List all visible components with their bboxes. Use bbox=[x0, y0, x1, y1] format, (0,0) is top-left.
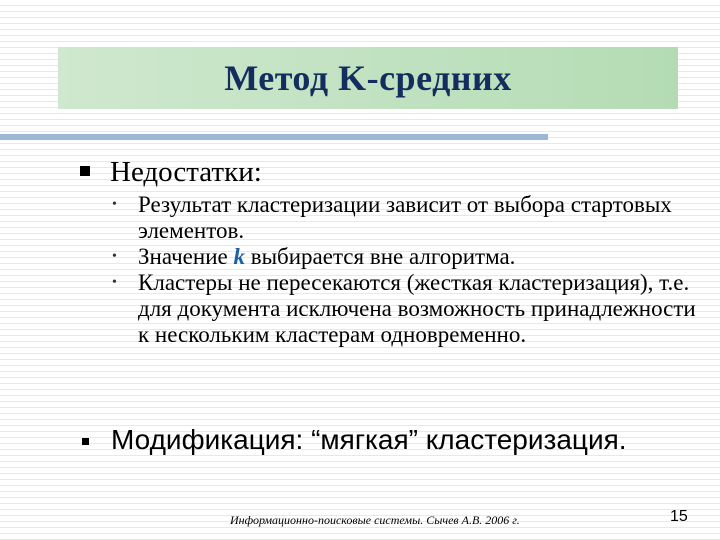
square-bullet-icon bbox=[80, 166, 90, 176]
bullet-text bbox=[138, 244, 702, 270]
list-item bbox=[112, 192, 702, 244]
bullet-text: Результат кластеризации зависит от выбора стартовых элементов. bbox=[138, 192, 672, 243]
dot-bullet-icon: • bbox=[112, 197, 117, 212]
modification-text: Модификация: “мягкая” кластеризация. bbox=[111, 424, 627, 455]
bullet-text: Кластеры не пересекаются (жесткая кластеризация), т.е. для документа исключена возможность принадлежности к нескольким кластерам одновременно. bbox=[138, 270, 696, 347]
bullet-text-after: выбирается вне алгоритма. bbox=[244, 244, 516, 269]
bullet-text-before: Значение bbox=[138, 244, 234, 269]
drawbacks-list bbox=[112, 192, 702, 348]
dot-bullet-icon: • bbox=[112, 275, 117, 290]
modification-row bbox=[80, 424, 627, 456]
list-item bbox=[112, 270, 702, 348]
dot-bullet-icon: • bbox=[112, 249, 117, 264]
k-variable: k bbox=[233, 244, 245, 269]
section-heading-row bbox=[80, 156, 262, 188]
page-number: 15 bbox=[670, 508, 688, 525]
slide-footer: Информационно-поисковые системы. Сычев А.В. 2006 г. bbox=[230, 513, 520, 527]
title-underline-rule bbox=[0, 134, 548, 140]
section-heading: Недостатки: bbox=[110, 156, 262, 188]
title-banner bbox=[58, 47, 678, 109]
square-bullet-icon bbox=[82, 438, 89, 445]
slide-title: Метод K-средних bbox=[224, 58, 512, 98]
list-item bbox=[112, 244, 702, 270]
